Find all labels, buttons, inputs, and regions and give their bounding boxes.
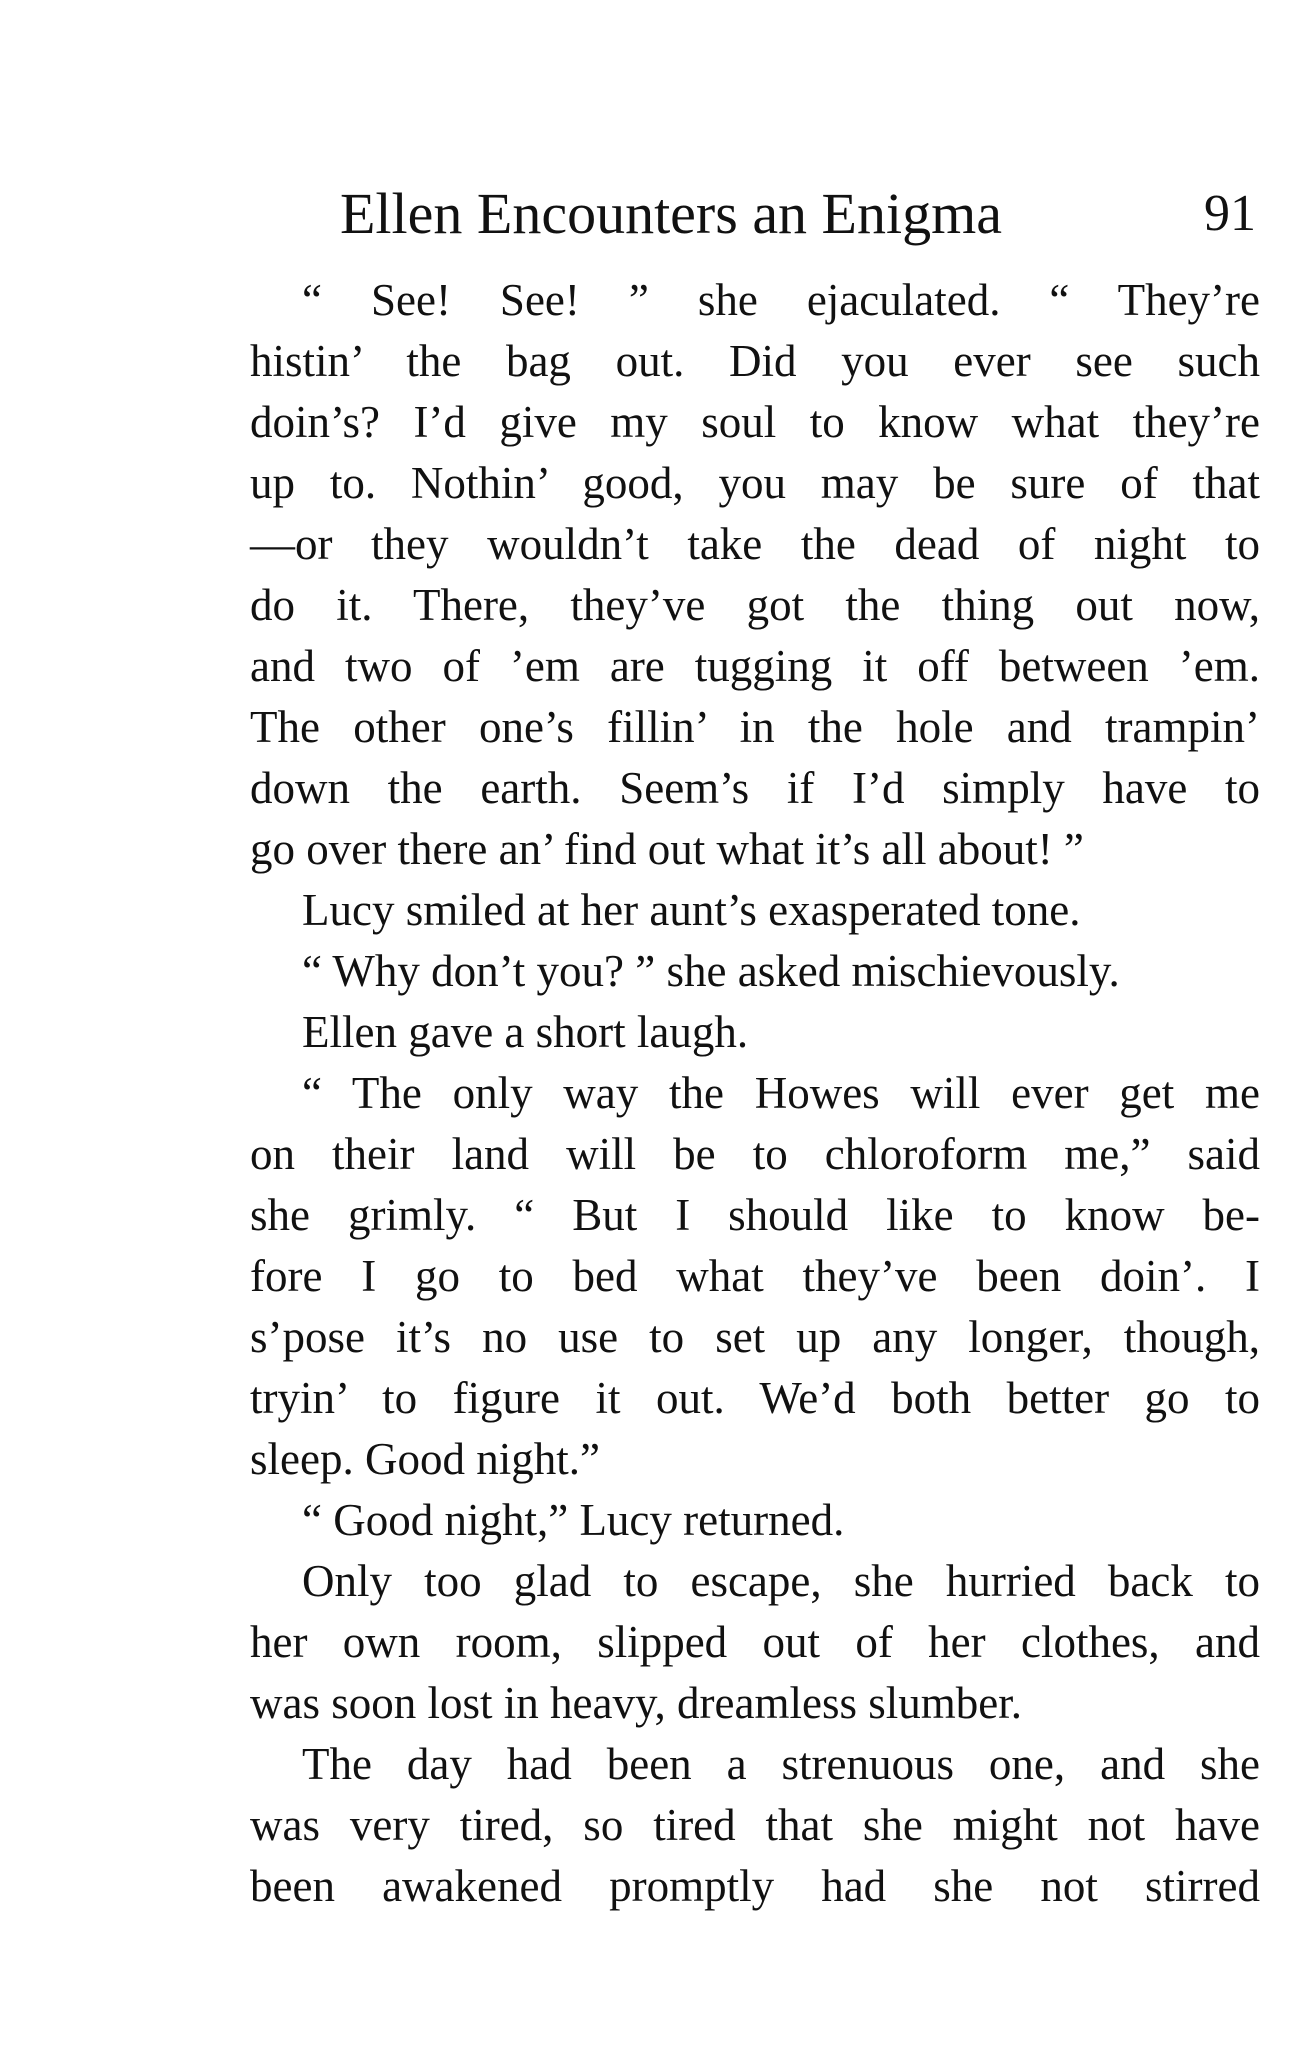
- paragraph: [250, 1734, 1260, 1917]
- text-line: —or they wouldn’t take the dead of night to: [250, 519, 1260, 569]
- text-line: do it. There, they’ve got the thing out now,: [250, 580, 1260, 630]
- body-text: [250, 270, 1260, 1917]
- text-line: down the earth. Seem’s if I’d simply have to: [250, 763, 1260, 813]
- text-line: The other one’s fillin’ in the hole and trampin’: [250, 702, 1260, 752]
- text-line: “ See! See! ” she ejaculated. “ They’re: [302, 275, 1260, 325]
- text-line: tryin’ to figure it out. We’d both better go to: [250, 1373, 1260, 1423]
- text-line: s’pose it’s no use to set up any longer, though,: [250, 1312, 1260, 1362]
- page-number: 91: [1204, 185, 1256, 242]
- text-line: been awakened promptly had she not stirred: [250, 1861, 1260, 1911]
- text-line: doin’s? I’d give my soul to know what they’re: [250, 397, 1260, 447]
- text-line: on their land will be to chloroform me,” said: [250, 1129, 1260, 1179]
- text-line: and two of ’em are tugging it off between ’em.: [250, 641, 1260, 691]
- text-line: The day had been a strenuous one, and she: [302, 1739, 1260, 1789]
- text-line: her own room, slipped out of her clothes, and: [250, 1617, 1260, 1667]
- text-line: histin’ the bag out. Did you ever see such: [250, 336, 1260, 386]
- paragraph: [250, 941, 1260, 1002]
- paragraph: [250, 270, 1260, 880]
- text-line: “ Why don’t you? ” she asked mischievously.: [302, 946, 1120, 996]
- text-line: “ The only way the Howes will ever get me: [302, 1068, 1260, 1118]
- paragraph: [250, 1490, 1260, 1551]
- text-line: was soon lost in heavy, dreamless slumber.: [250, 1678, 1022, 1728]
- paragraph: [250, 1063, 1260, 1490]
- text-line: go over there an’ find out what it’s all about! ”: [250, 824, 1084, 874]
- running-title: Ellen Encounters an Enigma: [340, 181, 1002, 246]
- text-line: “ Good night,” Lucy returned.: [302, 1495, 845, 1545]
- paragraph: [250, 880, 1260, 941]
- text-line: fore I go to bed what they’ve been doin’. I: [250, 1251, 1260, 1301]
- paragraph: [250, 1002, 1260, 1063]
- text-line: was very tired, so tired that she might not have: [250, 1800, 1260, 1850]
- text-line: Lucy smiled at her aunt’s exasperated tone.: [302, 885, 1081, 935]
- page-header: [340, 174, 1256, 254]
- text-line: up to. Nothin’ good, you may be sure of that: [250, 458, 1260, 508]
- text-line: Only too glad to escape, she hurried back to: [302, 1556, 1260, 1606]
- text-line: sleep. Good night.”: [250, 1434, 600, 1484]
- text-line: Ellen gave a short laugh.: [302, 1007, 749, 1057]
- text-line: she grimly. “ But I should like to know be-: [250, 1190, 1260, 1240]
- paragraph: [250, 1551, 1260, 1734]
